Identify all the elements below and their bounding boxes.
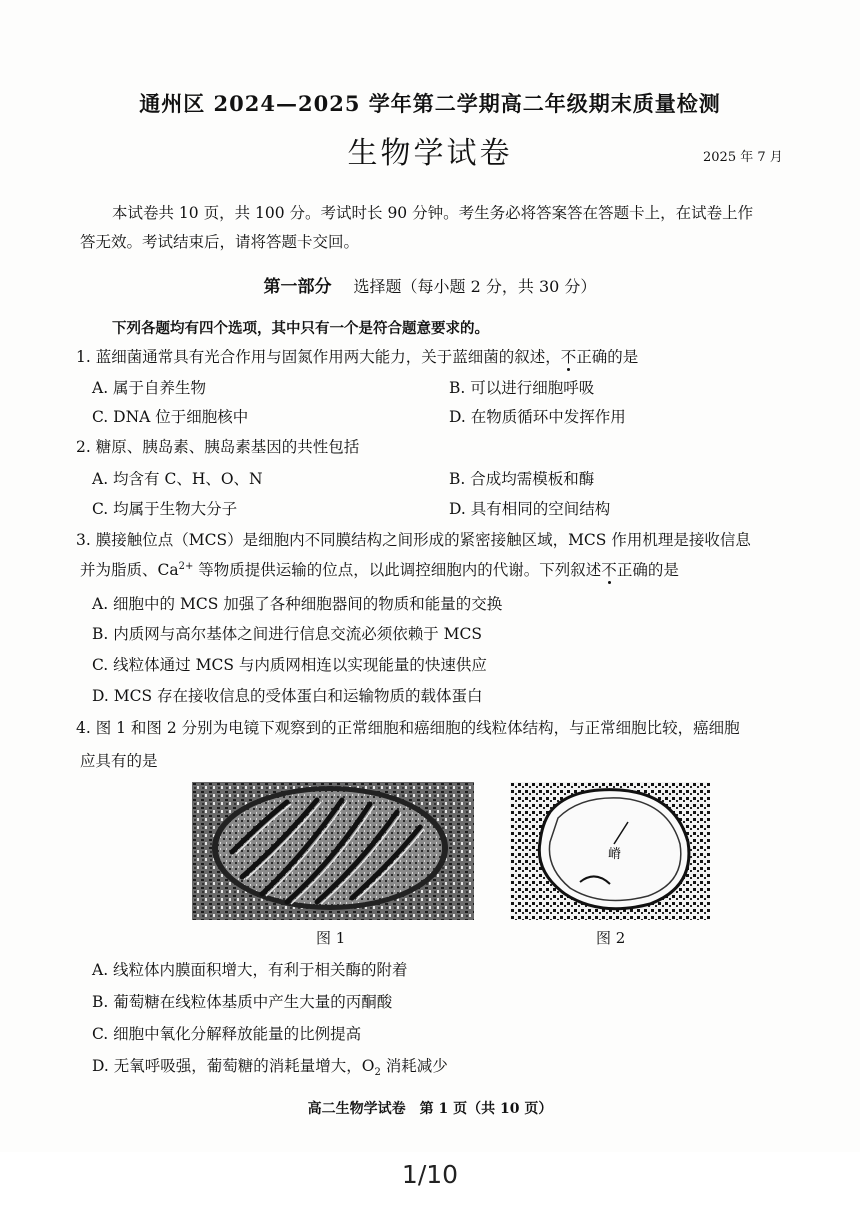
q3-option-d: D. MCS 存在接收信息的受体蛋白和运输物质的载体蛋白	[92, 687, 483, 705]
question-1-stem: 1. 蓝细菌通常具有光合作用与固氮作用两大能力，关于蓝细菌的叙述，不正确的是	[76, 348, 639, 366]
question-4-stem-line-1: 4. 图 1 和图 2 分别为电镜下观察到的正常细胞和癌细胞的线粒体结构，与正常细胞比较，癌细胞	[76, 719, 740, 737]
section-desc: 选择题（每小题 2 分，共 30 分）	[353, 277, 597, 296]
section-name: 第一部分	[263, 277, 332, 297]
question-2-stem: 2. 糖原、胰岛素、胰岛素基因的共性包括	[76, 438, 360, 456]
q1-option-b: B. 可以进行细胞呼吸	[449, 379, 595, 397]
emphasis-mark: 不	[560, 348, 577, 366]
question-3-stem-line-2: 并为脂质、$Ca^{2+}$ 等物质提供运输的位点，以此调控细胞内的代谢。下列叙述不正确的是	[80, 560, 679, 579]
q1-option-d: D. 在物质循环中发挥作用	[449, 408, 626, 426]
q2-option-c: C. 均属于生物大分子	[92, 500, 238, 518]
q3-option-c: C. 线粒体通过 MCS 与内质网相连以实现能量的快速供应	[92, 656, 487, 674]
figure-1-caption: 图 1	[316, 929, 346, 947]
q3-option-a: A. 细胞中的 MCS 加强了各种细胞器间的物质和能量的交换	[92, 595, 503, 613]
figure-1-normal-mitochondrion	[192, 782, 474, 920]
section-instruction: 下列各题均有四个选项，其中只有一个是符合题意要求的。	[112, 320, 489, 337]
emphasis-mark: 不	[601, 561, 617, 579]
notice-line-2: 答无效。考试结束后，请将答题卡交回。	[80, 233, 360, 251]
q2-option-d: D. 具有相同的空间结构	[449, 500, 611, 518]
exam-title: 通州区 2024—2025 学年第二学期高二年级期末质量检测	[139, 91, 721, 116]
q4-option-a: A. 线粒体内膜面积增大，有利于相关酶的附着	[92, 961, 408, 979]
exam-date: 2025 年 7 月	[703, 150, 783, 165]
figure-2-caption: 图 2	[596, 929, 626, 947]
section-header	[0, 272, 860, 297]
q4-option-b: B. 葡萄糖在线粒体基质中产生大量的丙酮酸	[92, 993, 393, 1011]
question-3-stem-line-1: 3. 膜接触位点（MCS）是细胞内不同膜结构之间形成的紧密接触区域，MCS 作用机理是接收信息	[76, 531, 751, 549]
page-indicator: 1/10	[401, 1160, 459, 1189]
q2-option-a: A. 均含有 C、H、O、N	[92, 470, 263, 488]
q4-option-c: C. 细胞中氧化分解释放能量的比例提高	[92, 1025, 362, 1043]
q1-option-c: C. DNA 位于细胞核中	[92, 408, 249, 426]
subject-title: 生物学试卷	[347, 136, 513, 171]
crista-label: 嵴	[608, 847, 622, 862]
q3-option-b: B. 内质网与高尔基体之间进行信息交流必须依赖于 MCS	[92, 625, 483, 643]
notice-line-1: 本试卷共 10 页，共 100 分。考试时长 90 分钟。考生务必将答案答在答题卡上，在试卷上作	[112, 204, 754, 222]
figure-2-cancer-mitochondrion	[510, 782, 710, 920]
q2-option-b: B. 合成均需模板和酶	[449, 470, 595, 488]
q4-option-d: D. 无氧呼吸强，葡萄糖的消耗量增大，$O_2$ 消耗减少	[92, 1057, 448, 1079]
page-footer: 高二生物学试卷 第 1 页（共 10 页）	[307, 1101, 553, 1117]
q1-option-a: A. 属于自养生物	[92, 379, 207, 397]
question-4-stem-line-2: 应具有的是	[80, 752, 158, 770]
